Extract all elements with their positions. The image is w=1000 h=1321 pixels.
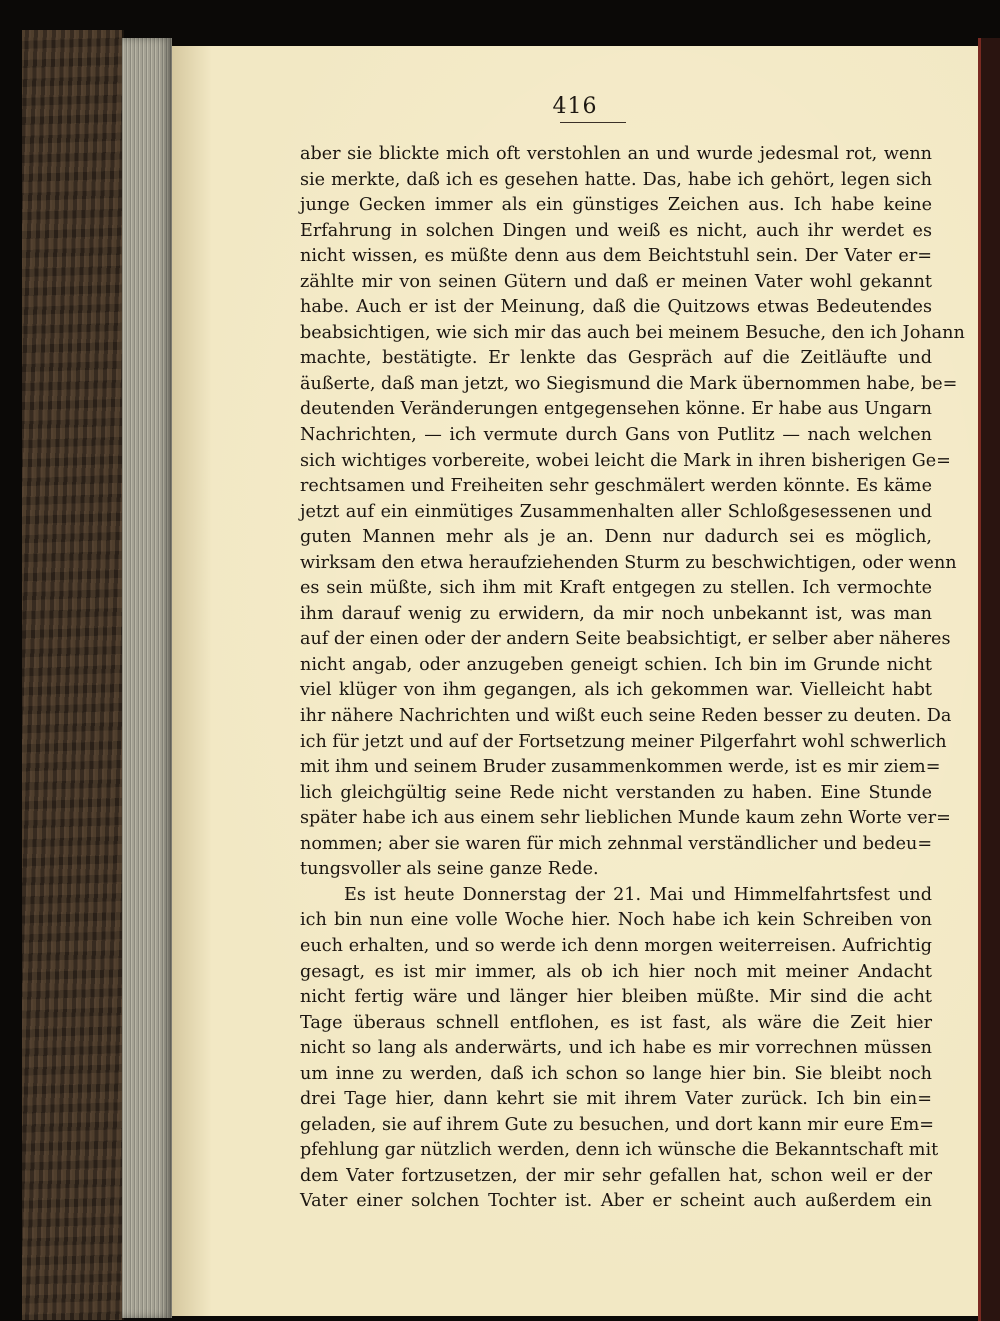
text-line: nicht so lang als anderwärts, und ich habe es mir vorrechnen müssen [300, 1038, 932, 1059]
text-line: geladen, sie auf ihrem Gute zu besuchen, und dort kann mir eure Em= [300, 1114, 935, 1135]
text-line: beabsichtigen, wie sich mir das auch bei meinem Besuche, den ich Johann [300, 322, 965, 343]
text-line: um inne zu werden, daß ich schon so lange hier bin. Sie bleibt noch [300, 1063, 932, 1084]
paragraph [300, 142, 965, 883]
text-line: machte, bestätigte. Er lenkte das Gespräch auf die Zeitläufte und [300, 348, 932, 369]
book-cover-marbled [22, 30, 124, 1320]
text-line: sich wichtiges vorbereite, wobei leicht die Mark in ihren bisherigen Ge= [300, 450, 951, 471]
page-number: 416 [552, 94, 598, 119]
text-line: habe. Auch er ist der Meinung, daß die Quitzows etwas Bedeutendes [300, 297, 932, 318]
page-number-rule [560, 122, 626, 123]
text-line: pfehlung gar nützlich werden, denn ich wünsche die Bekanntschaft mit [300, 1140, 939, 1161]
text-line: tungsvoller als seine ganze Rede. [300, 859, 599, 880]
text-line: euch erhalten, und so werde ich denn morgen weiterreisen. Aufrichtig [300, 935, 932, 956]
text-line: ich bin nun eine volle Woche hier. Noch habe ich kein Schreiben von [300, 910, 932, 931]
page-body-text [300, 142, 965, 1215]
text-line: später habe ich aus einem sehr lieblichen Munde kaum zehn Worte ver= [300, 808, 951, 829]
text-line: äußerte, daß man jetzt, wo Siegismund die Mark übernommen habe, be= [300, 373, 958, 394]
text-line: Nachrichten, — ich vermute durch Gans von Putlitz — nach welchen [300, 425, 932, 446]
text-line: nicht angab, oder anzugeben geneigt schien. Ich bin im Grunde nicht [300, 654, 932, 675]
text-line: wirksam den etwa heraufziehenden Sturm zu beschwichtigen, oder wenn [300, 552, 957, 573]
text-line: sie merkte, daß ich es gesehen hatte. Das, habe ich gehört, legen sich [300, 169, 932, 190]
text-line: auf der einen oder der andern Seite beabsichtigt, er selber aber näheres [300, 629, 951, 650]
text-line: mit ihm und seinem Bruder zusammenkommen werde, ist es mir ziem= [300, 757, 941, 778]
page-edges [122, 38, 172, 1318]
text-line: Erfahrung in solchen Dingen und weiß es nicht, auch ihr werdet es [300, 220, 932, 241]
text-line: deutenden Veränderungen entgegensehen könne. Er habe aus Ungarn [300, 399, 932, 420]
text-line: rechtsamen und Freiheiten sehr geschmälert werden könnte. Es käme [300, 476, 932, 497]
text-line: ich für jetzt und auf der Fortsetzung meiner Pilgerfahrt wohl schwerlich [300, 731, 947, 752]
text-line: viel klüger von ihm gegangen, als ich gekommen war. Vielleicht habt [300, 680, 932, 701]
text-line: jetzt auf ein einmütiges Zusammenhalten aller Schloßgesessenen und [300, 501, 932, 522]
text-line: lich gleichgültig seine Rede nicht verstanden zu haben. Eine Stunde [300, 782, 932, 803]
text-line: zählte mir von seinen Gütern und daß er meinen Vater wohl gekannt [300, 271, 932, 292]
paragraph [300, 883, 939, 1215]
text-line: nicht wissen, es müßte denn aus dem Beichtstuhl sein. Der Vater er= [300, 246, 932, 267]
text-line: nommen; aber sie waren für mich zehnmal verständlicher und bedeu= [300, 833, 933, 854]
text-line: ihm darauf wenig zu erwidern, da mir noch unbekannt ist, was man [300, 603, 932, 624]
text-line: ihr nähere Nachrichten und wißt euch seine Reden besser zu deuten. Da [300, 706, 952, 727]
text-line: es sein müßte, sich ihm mit Kraft entgegen zu stellen. Ich vermochte [300, 578, 932, 599]
text-line: gesagt, es ist mir immer, als ob ich hier noch mit meiner Andacht [300, 961, 932, 982]
adjacent-page-edge [978, 38, 1000, 1321]
text-line: dem Vater fortzusetzen, der mir sehr gefallen hat, schon weil er der [300, 1165, 932, 1186]
text-line: Tage überaus schnell entflohen, es ist fast, als wäre die Zeit hier [300, 1012, 932, 1033]
text-line: drei Tage hier, dann kehrt sie mit ihrem Vater zurück. Ich bin ein= [300, 1089, 932, 1110]
text-line: Es ist heute Donnerstag der 21. Mai und Himmelfahrtsfest und [344, 884, 932, 905]
text-line: nicht fertig wäre und länger hier bleiben müßte. Mir sind die acht [300, 987, 932, 1008]
text-line: guten Mannen mehr als je an. Denn nur dadurch sei es möglich, [300, 527, 932, 548]
text-line: junge Gecken immer als ein günstiges Zeichen aus. Ich habe keine [300, 195, 932, 216]
text-line: Vater einer solchen Tochter ist. Aber er scheint auch außerdem ein [300, 1191, 932, 1212]
text-line: aber sie blickte mich oft verstohlen an und wurde jedesmal rot, wenn [300, 144, 932, 164]
book-page [172, 46, 978, 1316]
